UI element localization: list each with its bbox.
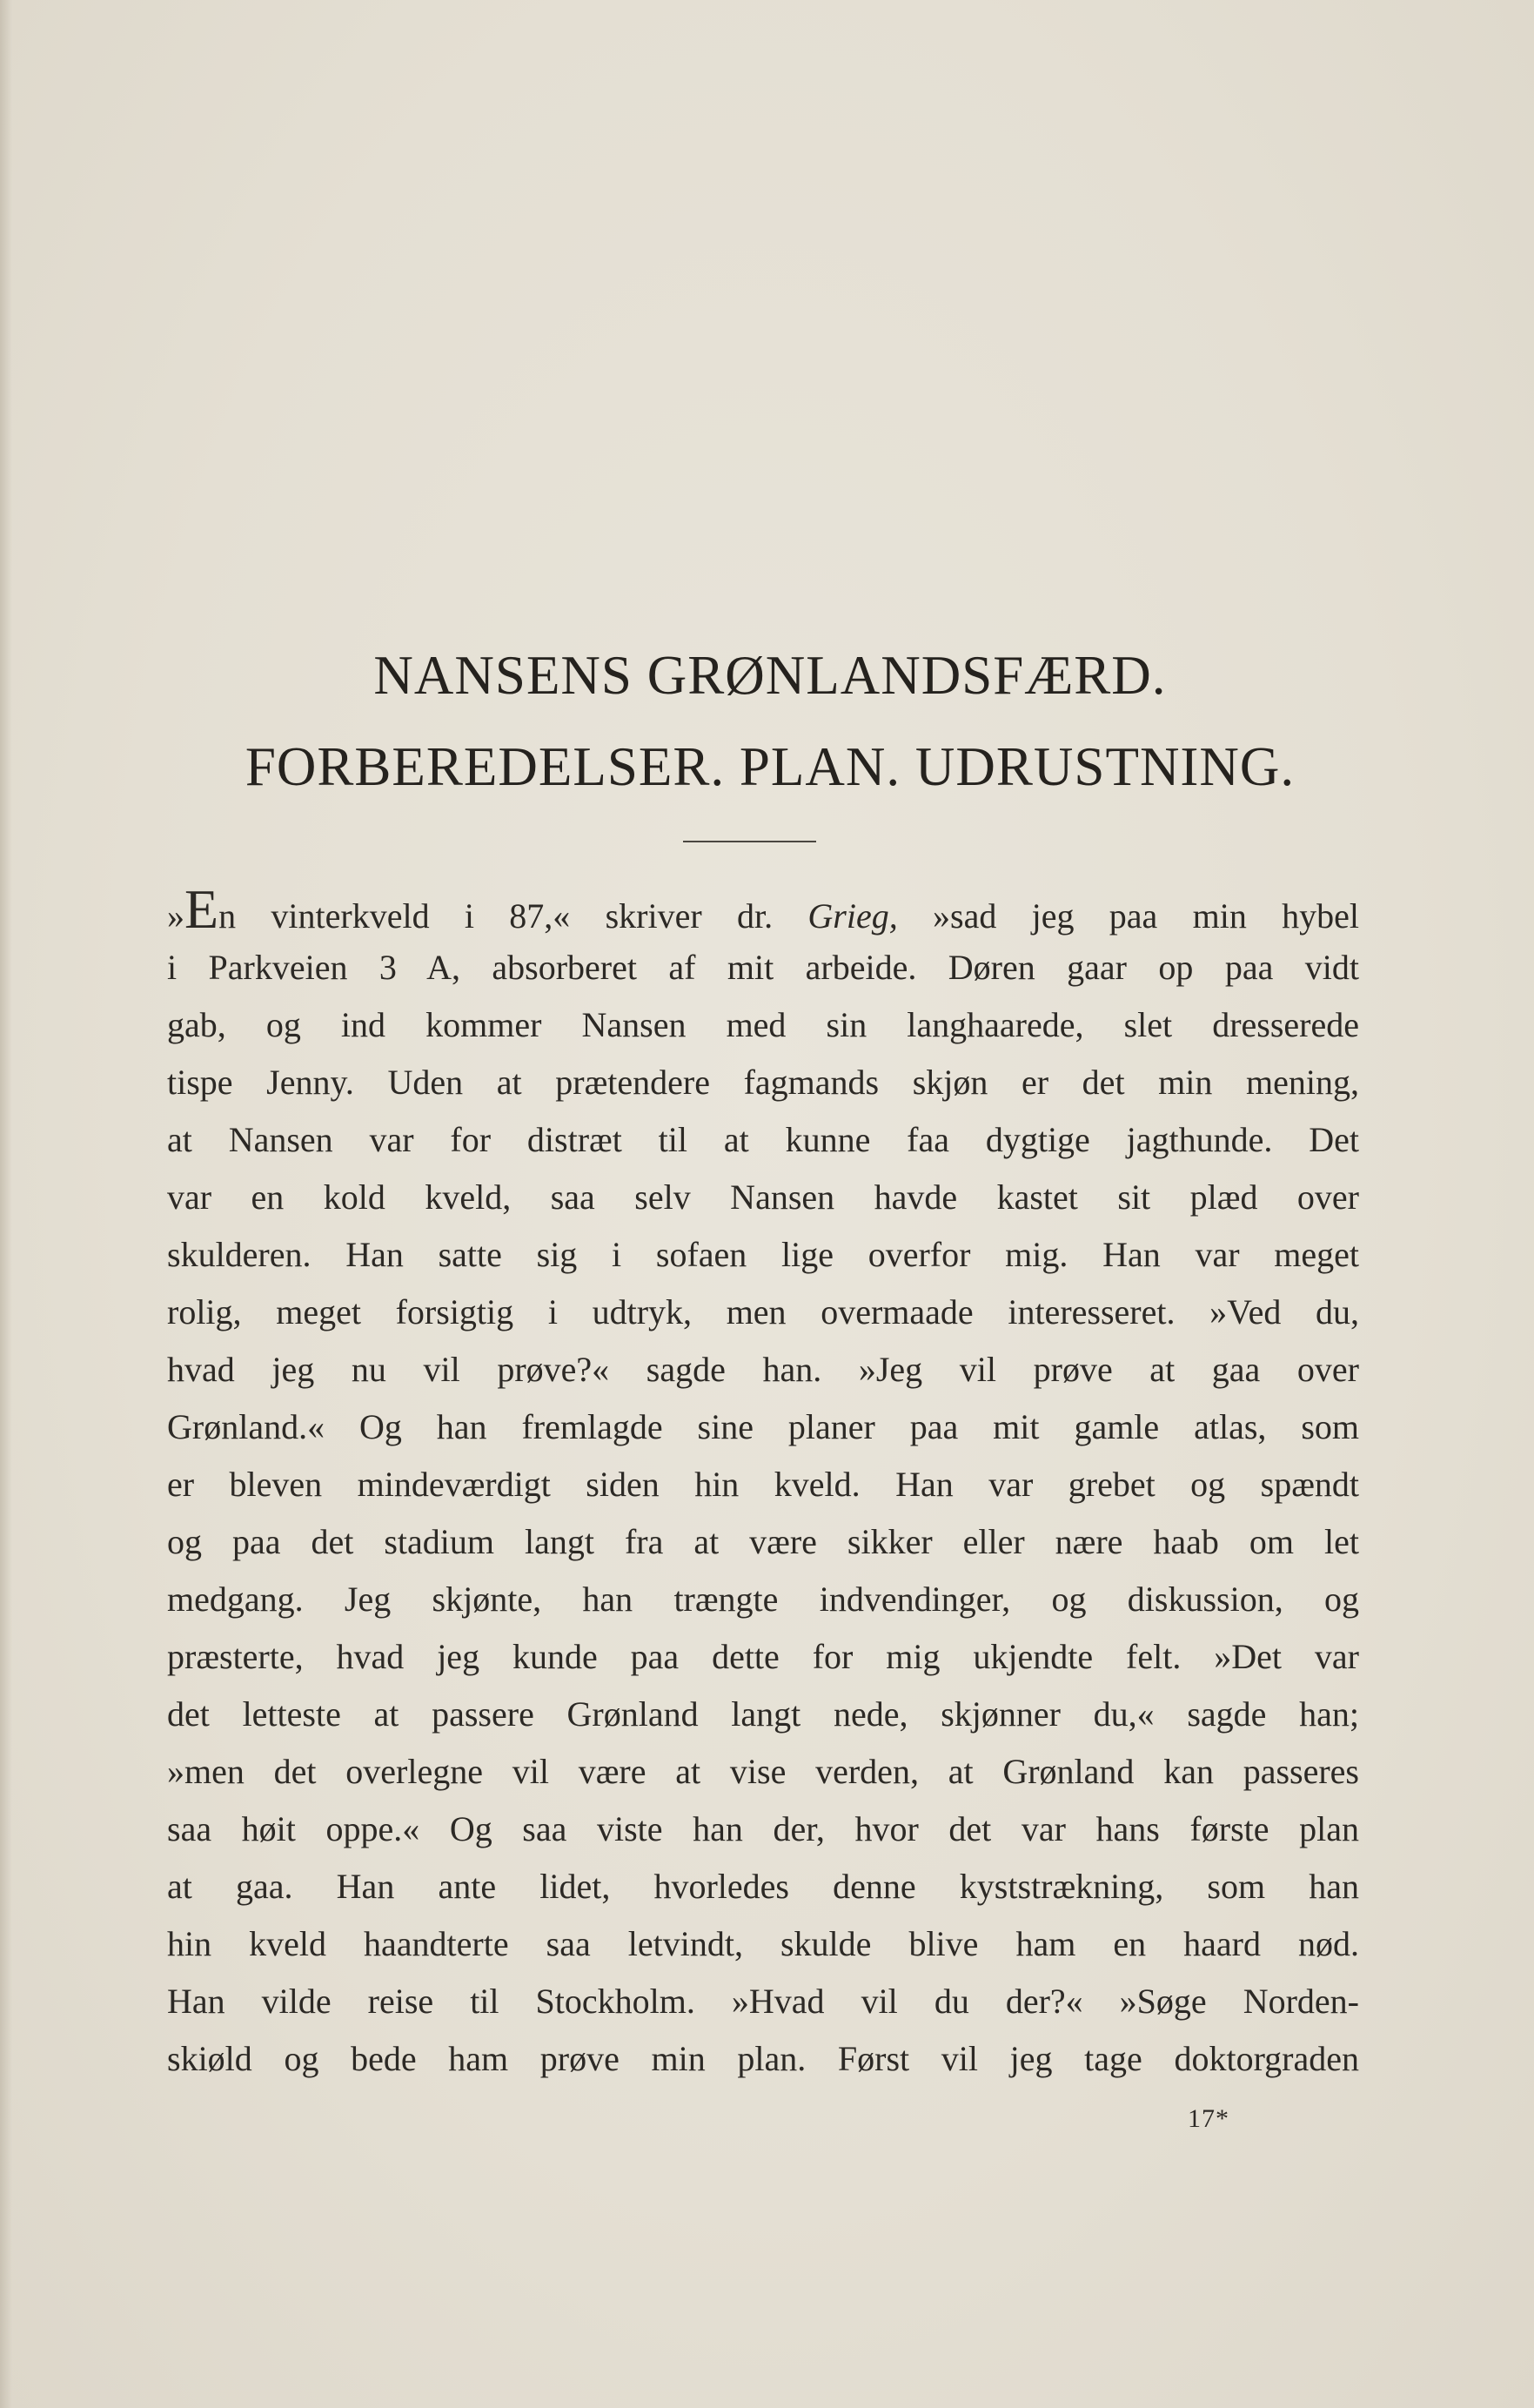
spine-shadow (0, 0, 12, 2408)
title-divider-rule (683, 841, 816, 842)
body-line: Grønland.« Og han fremlagde sine planer paa mit gamle atlas, som (167, 1407, 1359, 1446)
drop-cap: E (184, 882, 219, 939)
signature-mark: 17* (1188, 2104, 1229, 2133)
body-line: det letteste at passere Grønland langt nede, skjønner du,« sagde han; (167, 1694, 1359, 1734)
body-line: gab, og ind kommer Nansen med sin langhaarede, slet dresserede (167, 1005, 1359, 1044)
body-line: skulderen. Han satte sig i sofaen lige overfor mig. Han var meget (167, 1235, 1359, 1274)
body-line: hin kveld haandterte saa letvindt, skulde blive ham en haard nød. (167, 1924, 1359, 1963)
chapter-title-line-2: FORBEREDELSER. PLAN. UDRUSTNING. (245, 736, 1296, 797)
first-line-text-a: n vinterkveld i 87,« skriver dr. (218, 896, 808, 936)
body-text (167, 882, 1359, 2088)
body-line: at Nansen var for distræt til at kunne faa dygtige jagthunde. Det (167, 1120, 1359, 1159)
body-line: er bleven mindeværdigt siden hin kveld. Han var grebet og spændt (167, 1465, 1359, 1504)
body-line: hvad jeg nu vil prøve?« sagde han. »Jeg vil prøve at gaa over (167, 1350, 1359, 1389)
body-line: Han vilde reise til Stockholm. »Hvad vil du der?« »Søge Norden- (167, 1982, 1359, 2021)
body-line: »men det overlegne vil være at vise verden, at Grønland kan passeres (167, 1752, 1359, 1791)
body-line: var en kold kveld, saa selv Nansen havde kastet sit plæd over (167, 1177, 1359, 1217)
chapter-title-line-1: NANSENS GRØNLANDSFÆRD. (373, 645, 1167, 706)
body-line: tispe Jenny. Uden at prætendere fagmands skjøn er det min mening, (167, 1063, 1359, 1102)
body-line: saa høit oppe.« Og saa viste han der, hvor det var hans første plan (167, 1809, 1359, 1848)
opening-quote: » (167, 896, 184, 936)
body-line: skiøld og bede ham prøve min plan. Først vil jeg tage doktorgraden (167, 2039, 1359, 2078)
first-line-text-b: »sad jeg paa min hybel (897, 896, 1359, 936)
body-line: præsterte, hvad jeg kunde paa dette for mig ukjendte felt. »Det var (167, 1637, 1359, 1676)
body-line: medgang. Jeg skjønte, han trængte indvendinger, og diskussion, og (167, 1580, 1359, 1619)
body-line-first (167, 882, 1359, 939)
first-line-italic-name: Grieg, (807, 896, 898, 936)
body-line: at gaa. Han ante lidet, hvorledes denne kyststrækning, som han (167, 1867, 1359, 1906)
body-line: rolig, meget forsigtig i udtryk, men overmaade interesseret. »Ved du, (167, 1292, 1359, 1331)
body-line: i Parkveien 3 A, absorberet af mit arbeide. Døren gaar op paa vidt (167, 948, 1359, 987)
body-line: og paa det stadium langt fra at være sikker eller nære haab om let (167, 1522, 1359, 1561)
